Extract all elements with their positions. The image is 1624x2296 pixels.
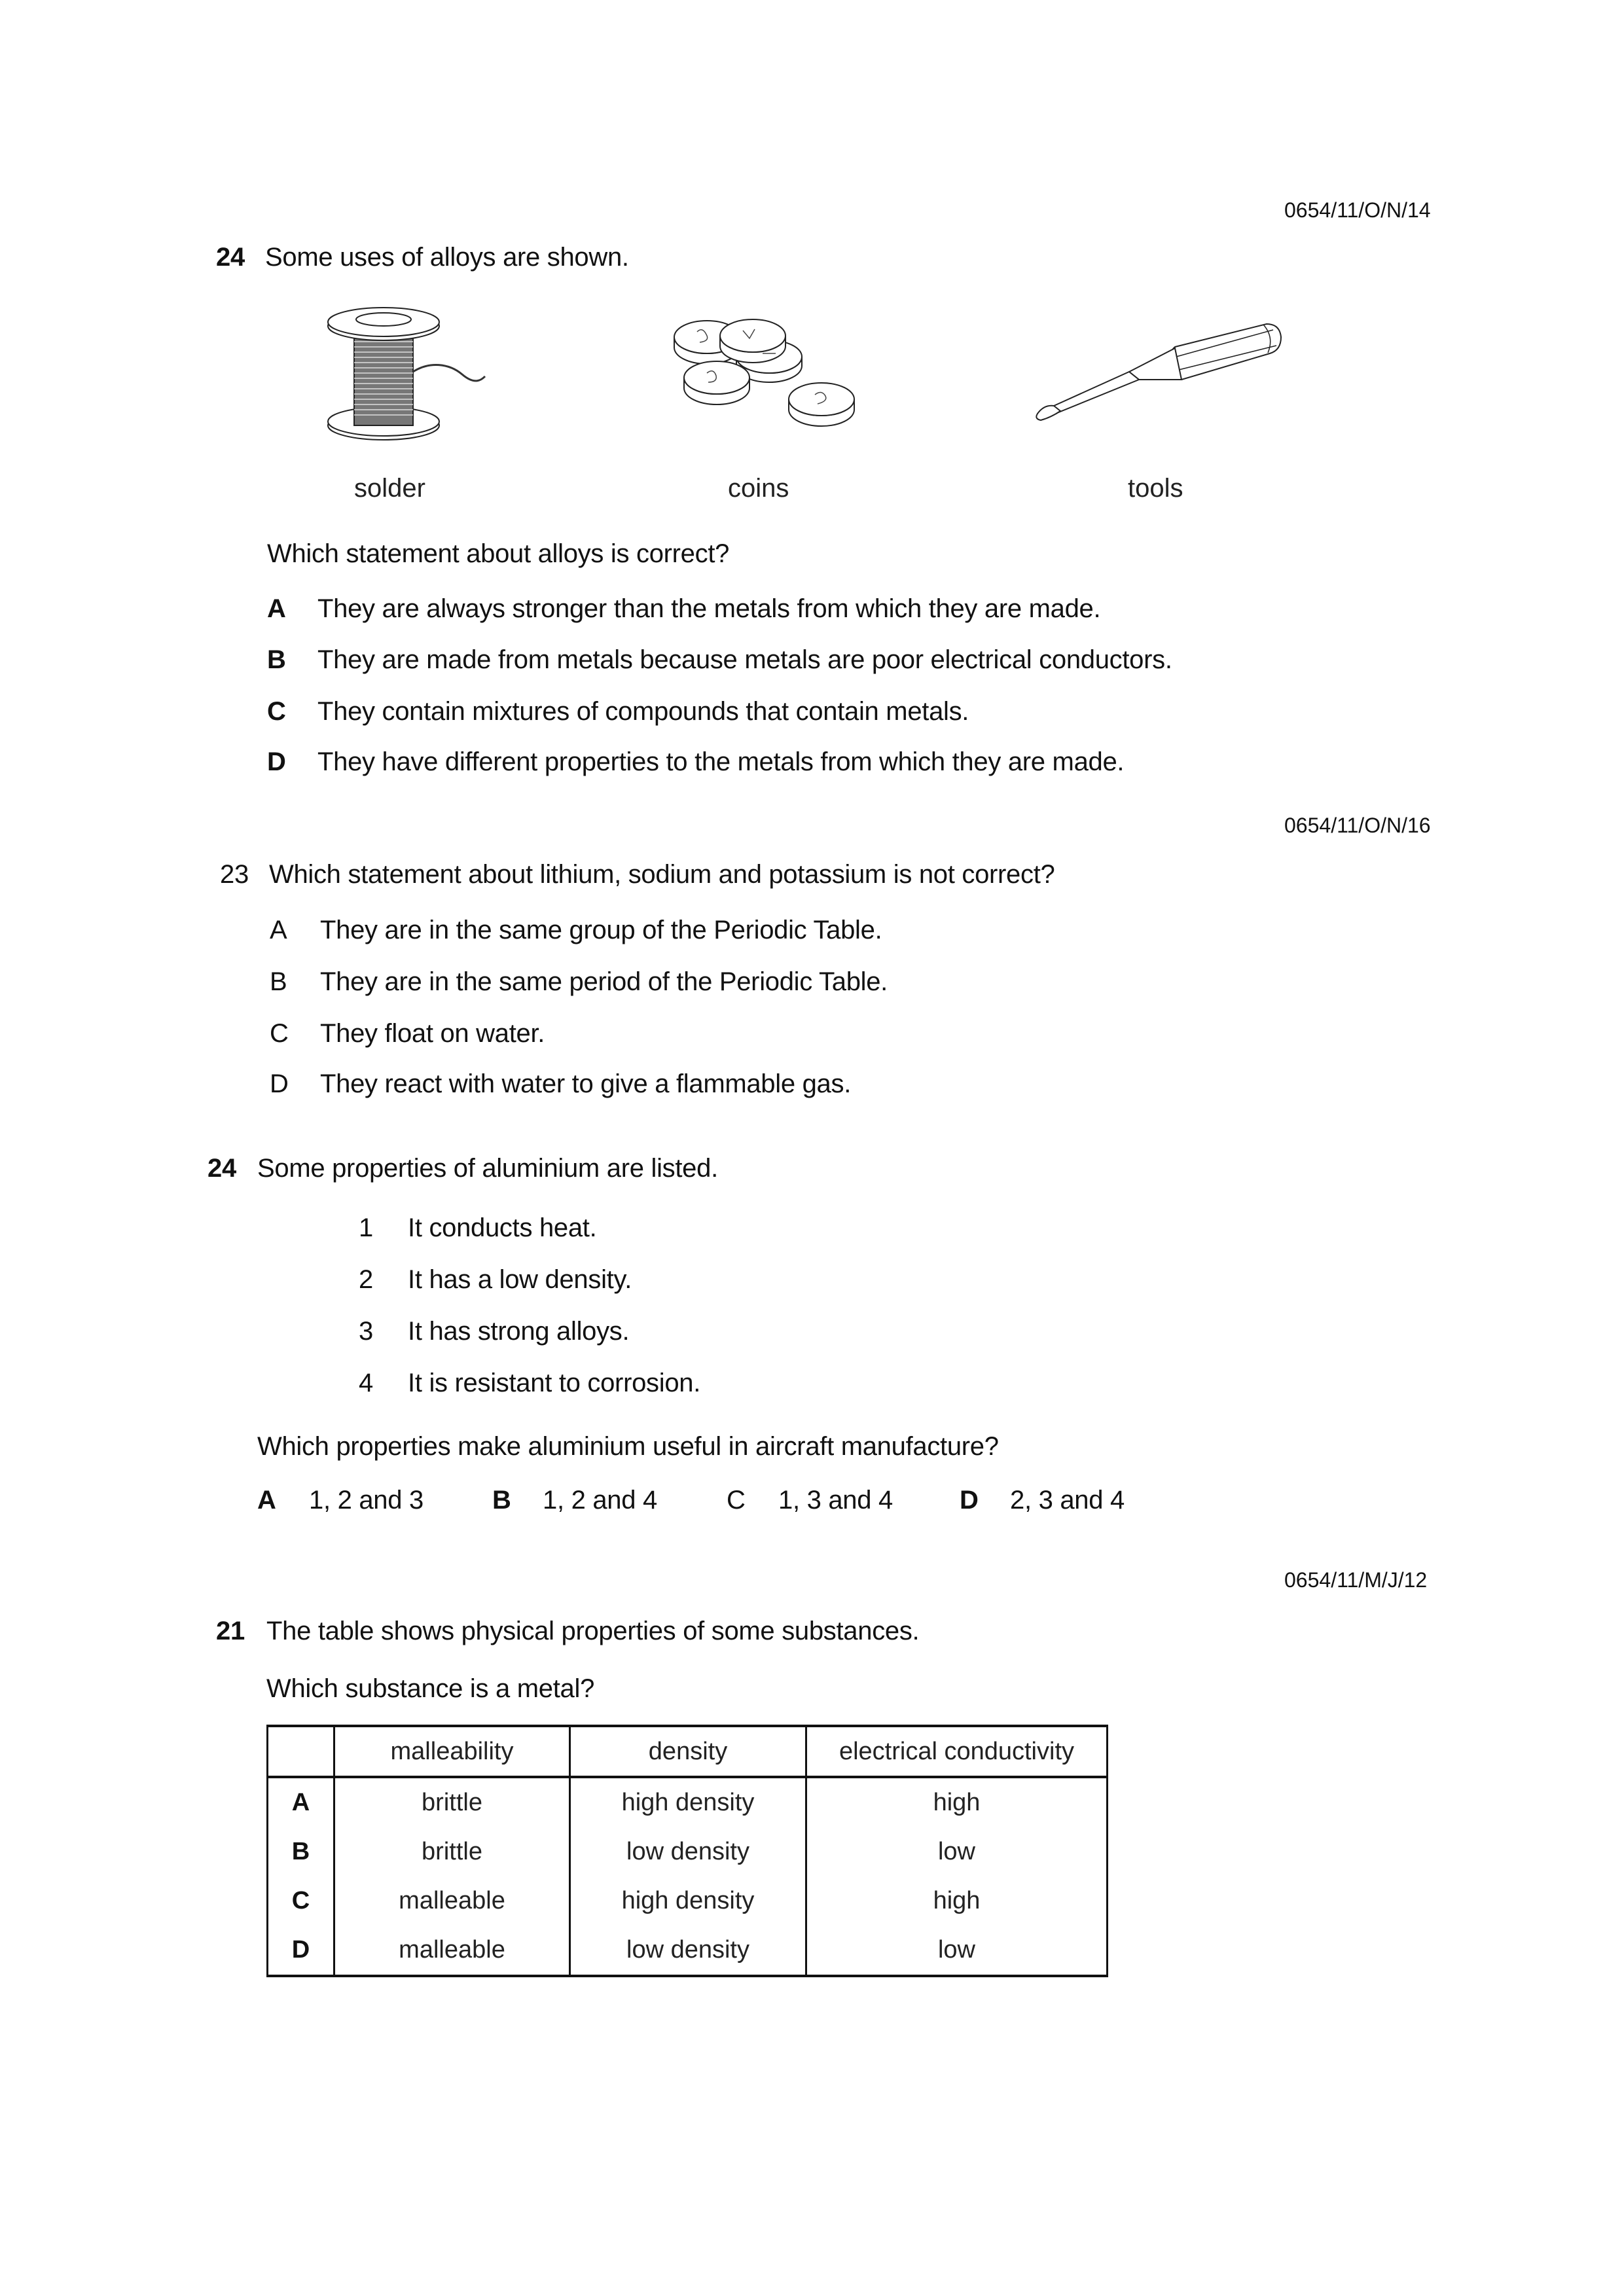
question-prompt: Which statement about alloys is correct? [267, 539, 730, 568]
table-header-cell: electrical conductivity [806, 1726, 1108, 1777]
option-key[interactable]: C [270, 1019, 289, 1048]
question-stem: The table shows physical properties of some substances. [266, 1617, 920, 1645]
question-number: 24 [216, 243, 245, 272]
list-item-text: It has strong alloys. [408, 1317, 630, 1346]
table-header-cell: density [570, 1726, 806, 1777]
option-text[interactable]: 1, 3 and 4 [778, 1486, 893, 1515]
option-text[interactable]: 1, 2 and 4 [543, 1486, 657, 1515]
option-text[interactable]: 2, 3 and 4 [1010, 1486, 1125, 1515]
list-item-number: 1 [359, 1213, 373, 1242]
reference-code: 0654/11/O/N/16 [1284, 814, 1431, 837]
list-item-text: It conducts heat. [408, 1213, 597, 1242]
option-key[interactable]: B [267, 645, 286, 674]
table-row[interactable] [268, 1827, 1108, 1876]
list-item-number: 2 [359, 1265, 373, 1294]
option-key[interactable]: A [257, 1486, 276, 1515]
table-cell: low density [570, 1827, 806, 1876]
question-prompt: Which properties make aluminium useful in aircraft manufacture? [257, 1432, 999, 1461]
question-number: 21 [216, 1617, 245, 1645]
option-key[interactable]: B [270, 967, 287, 996]
image-label-tools: tools [1128, 474, 1183, 503]
table-cell: high [806, 1876, 1108, 1926]
list-item-number: 4 [359, 1369, 373, 1397]
option-key[interactable]: D [267, 747, 286, 776]
table-cell: malleable [334, 1876, 570, 1926]
option-text[interactable]: They are always stronger than the metals from which they are made. [317, 594, 1101, 623]
option-key[interactable]: D [270, 1069, 289, 1098]
row-key: D [268, 1926, 334, 1976]
table-row[interactable] [268, 1777, 1108, 1827]
option-key[interactable]: C [727, 1486, 746, 1515]
table-header-cell [268, 1726, 334, 1777]
option-text[interactable]: They are in the same period of the Periodic Table. [320, 967, 888, 996]
option-key[interactable]: C [267, 697, 286, 726]
question-prompt: Which substance is a metal? [266, 1674, 595, 1703]
table-cell: low [806, 1926, 1108, 1976]
table-cell: brittle [334, 1777, 570, 1827]
image-label-coins: coins [728, 474, 789, 503]
table-header-row [268, 1726, 1108, 1777]
option-text[interactable]: They contain mixtures of compounds that contain metals. [317, 697, 969, 726]
row-key: B [268, 1827, 334, 1876]
option-text[interactable]: They are made from metals because metals are poor electrical conductors. [317, 645, 1172, 674]
table-cell: high density [570, 1777, 806, 1827]
question-number: 24 [208, 1154, 236, 1183]
row-key: C [268, 1876, 334, 1926]
table-cell: malleable [334, 1926, 570, 1976]
option-text[interactable]: They are in the same group of the Periodic Table. [320, 916, 882, 944]
table-header-cell: malleability [334, 1726, 570, 1777]
coins-icon [658, 317, 854, 422]
image-label-solder: solder [354, 474, 425, 503]
question-stem: Some properties of aluminium are listed. [257, 1154, 718, 1183]
table-cell: high [806, 1777, 1108, 1827]
list-item-text: It is resistant to corrosion. [408, 1369, 701, 1397]
properties-table [266, 1725, 1108, 1977]
list-item-number: 3 [359, 1317, 373, 1346]
table-row[interactable] [268, 1876, 1108, 1926]
question-number: 23 [220, 860, 249, 889]
reference-code: 0654/11/M/J/12 [1284, 1568, 1428, 1592]
table-cell: low density [570, 1926, 806, 1976]
option-text[interactable]: They have different properties to the metals from which they are made. [317, 747, 1125, 776]
option-text[interactable]: They float on water. [320, 1019, 545, 1048]
row-key: A [268, 1777, 334, 1827]
option-key[interactable]: B [492, 1486, 511, 1515]
question-stem: Which statement about lithium, sodium and potassium is not correct? [269, 860, 1055, 889]
table-cell: high density [570, 1876, 806, 1926]
option-key[interactable]: A [270, 916, 287, 944]
table-cell: low [806, 1827, 1108, 1876]
table-row[interactable] [268, 1926, 1108, 1976]
solder-spool-icon [325, 301, 508, 448]
list-item-text: It has a low density. [408, 1265, 632, 1294]
option-text[interactable]: 1, 2 and 3 [309, 1486, 424, 1515]
option-text[interactable]: They react with water to give a flammable gas. [320, 1069, 852, 1098]
question-stem: Some uses of alloys are shown. [265, 243, 629, 272]
table-cell: brittle [334, 1827, 570, 1876]
screwdriver-icon [1024, 321, 1286, 425]
option-key[interactable]: D [960, 1486, 979, 1515]
reference-code: 0654/11/O/N/14 [1284, 198, 1431, 222]
option-key[interactable]: A [267, 594, 286, 623]
